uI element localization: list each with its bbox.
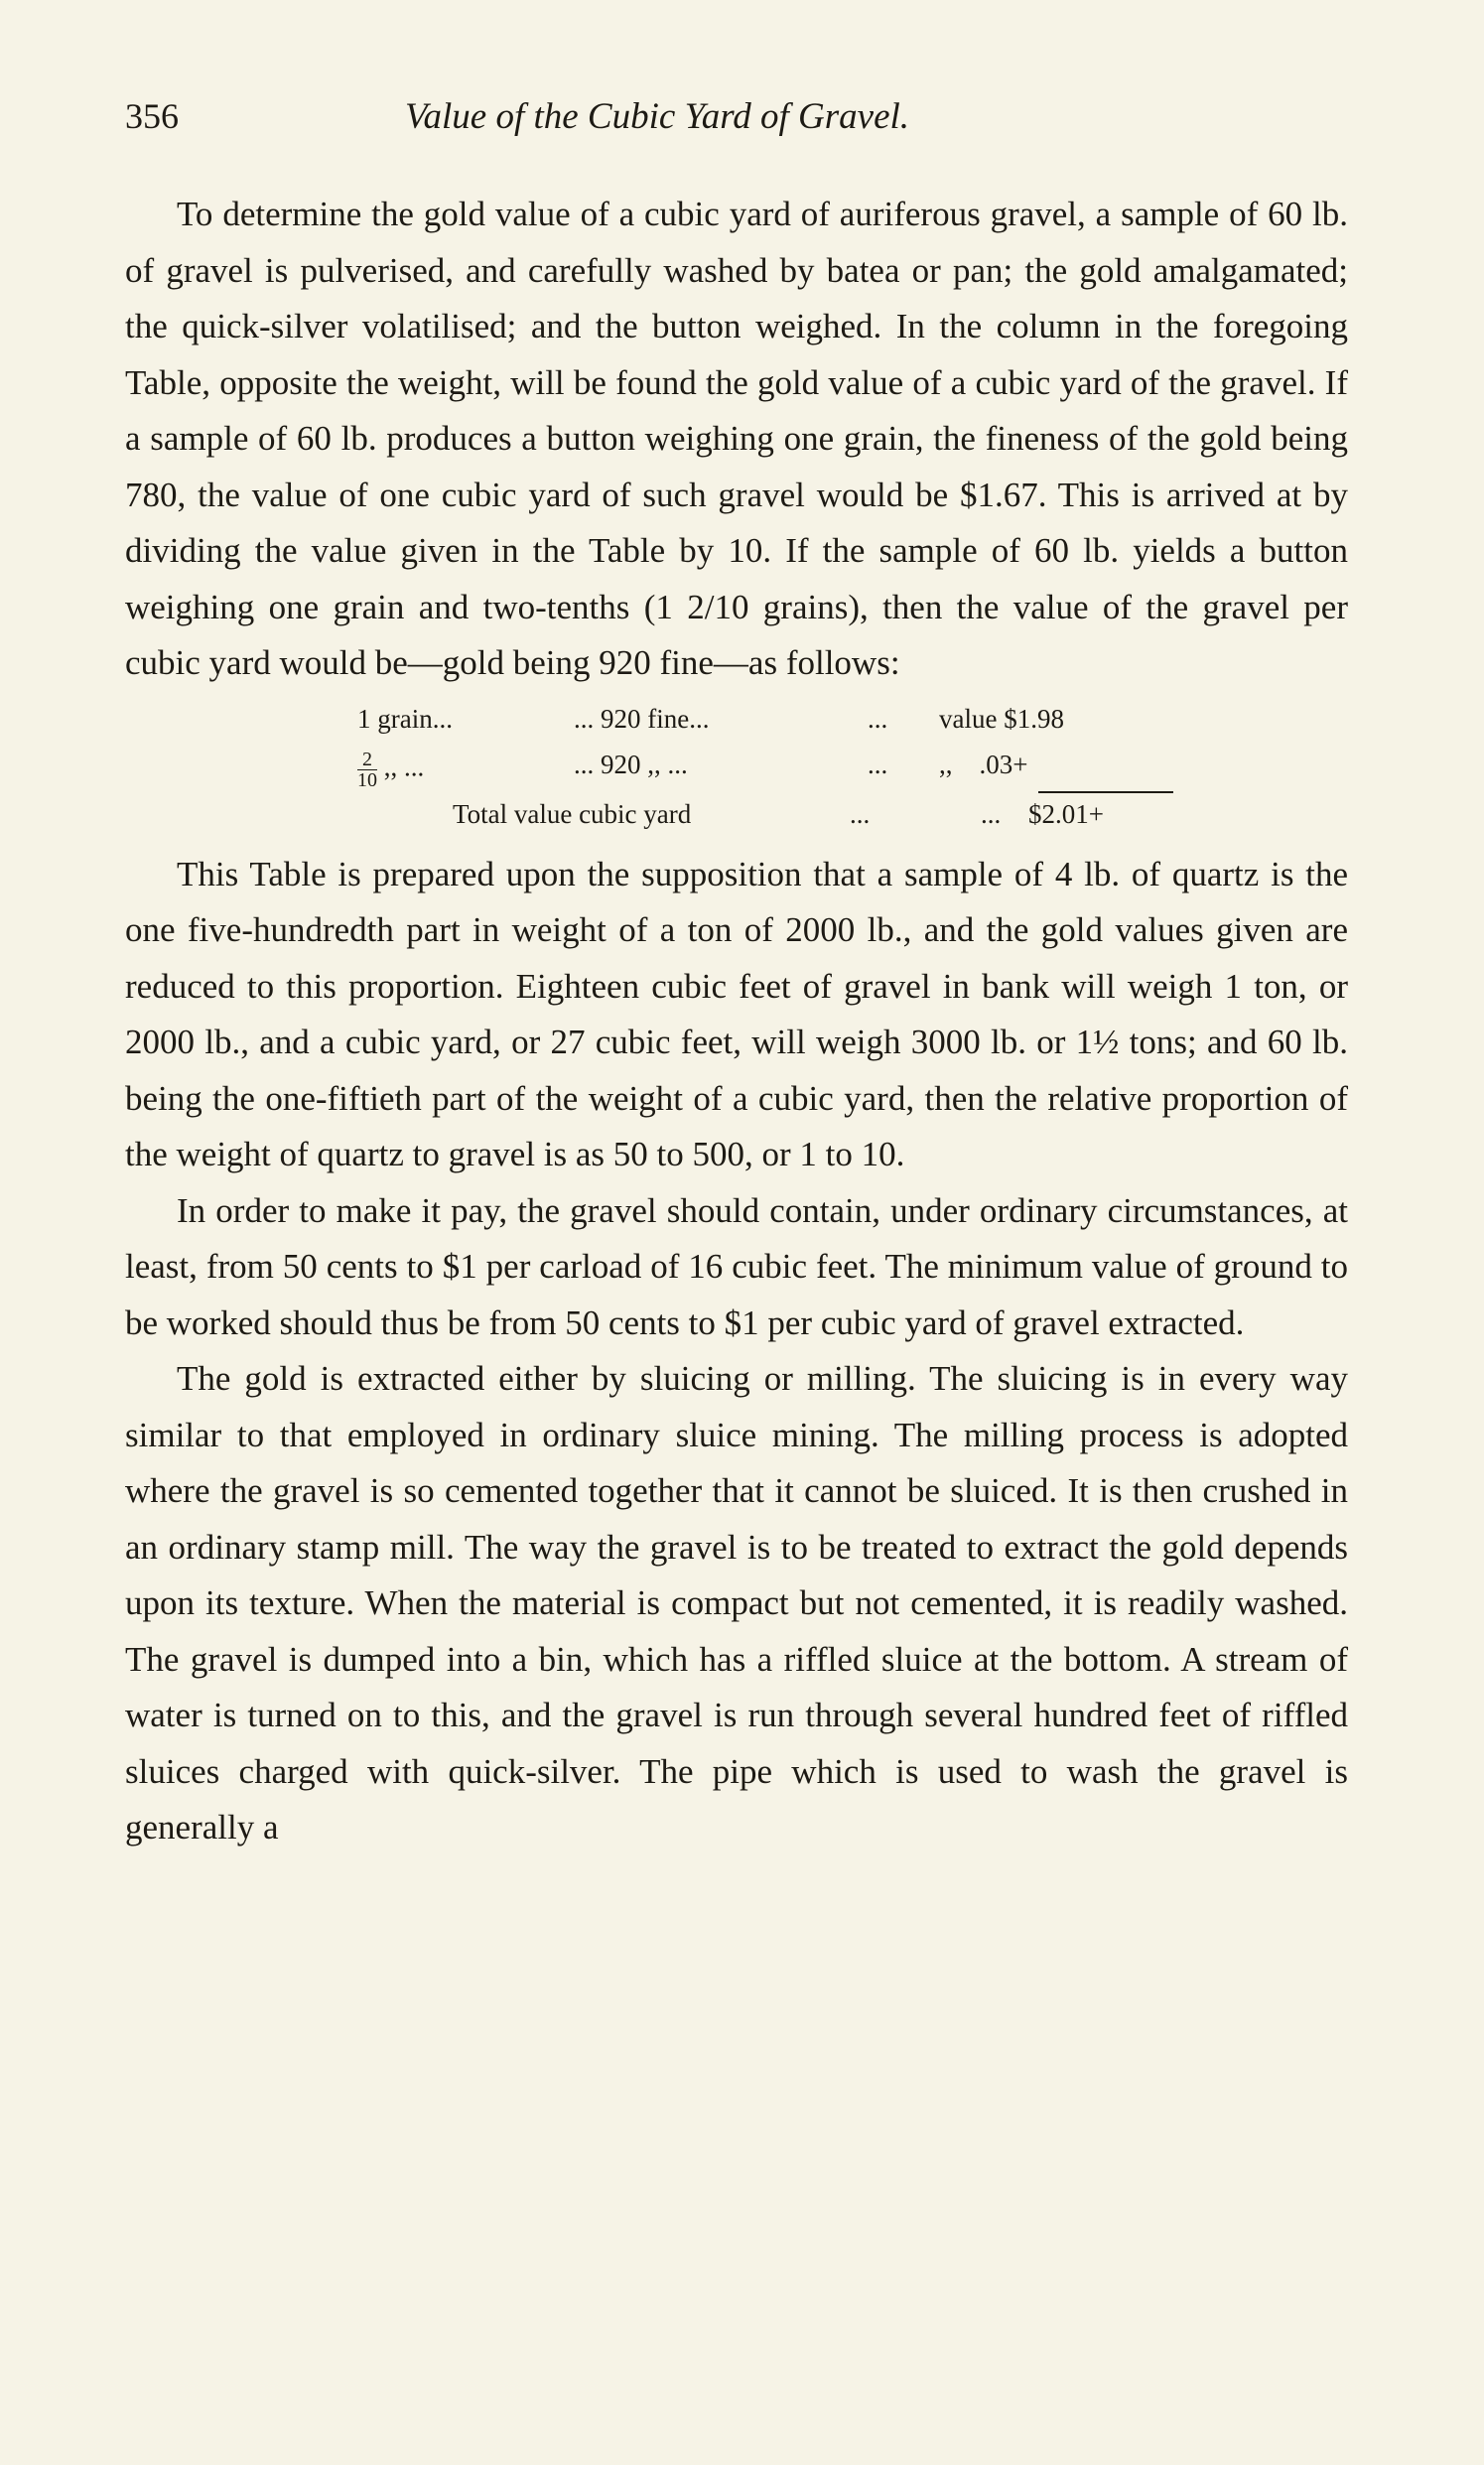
page-number: 356 [125, 96, 179, 136]
fraction-denominator: 10 [357, 768, 377, 791]
calc-value: ,, .03+ [939, 749, 1028, 779]
calc-dots: ... [868, 749, 888, 779]
calc-value: value $1.98 [939, 703, 1064, 734]
total-label: Total value cubic yard [453, 798, 692, 829]
running-head [125, 95, 1348, 145]
calc-total-row [125, 789, 1348, 839]
total-value: $2.01+ [1028, 798, 1104, 829]
running-title: Value of the Cubic Yard of Gravel. [405, 96, 910, 137]
body-text [125, 187, 1348, 1856]
total-dots: ... [981, 798, 1002, 829]
calc-weight [357, 750, 424, 790]
calc-weight-ditto: ,, ... [377, 752, 425, 782]
fraction [357, 750, 377, 790]
calc-fineness: ... 920 fine... [574, 703, 710, 734]
paragraph-minimum-value: In order to make it pay, the gravel should contain, under ordinary circumstances, at least, from 50 cents to $1 per carload of 16 cubic feet. The minimum value of ground to be worked should thus be from 50 cents to $1 per cubic yard of gravel extracted. [125, 1190, 1348, 1342]
total-dots: ... [850, 798, 871, 829]
sum-rule [1038, 791, 1173, 793]
calc-weight: 1 grain... [357, 703, 453, 734]
paragraph-table-supposition: This Table is prepared upon the supposition that a sample of 4 lb. of quartz is the one five-hundredth part in weight of a ton of 2000 lb., and the gold values given are reduced to this proportion. Eighteen cubic feet of gravel in bank will weigh 1 ton, or 2000 lb., and a cubic yard, or 27 cubic feet, will weigh 3000 lb. or 1½ tons; and 60 lb. being the one-fiftieth part of the weight of a cubic yard, then the relative proportion of the weight of quartz to gravel is as 50 to 500, or 1 to 10. [125, 854, 1348, 1173]
fraction-numerator: 2 [357, 750, 377, 770]
calc-row-one-grain [125, 698, 1348, 744]
calc-dots: ... [868, 703, 888, 734]
calculation-table [125, 698, 1348, 839]
calc-fineness: ... 920 ,, ... [574, 749, 688, 779]
paragraph-gold-value-method: To determine the gold value of a cubic yard of auriferous gravel, a sample of 60 lb. of gravel is pulverised, and carefully washed by batea or pan; the gold amalgamated; the quick-silver volatilised; and the button weighed. In the column in the foregoing Table, opposite the weight, will be found the gold value of a cubic yard of the gravel. If a sample of 60 lb. produces a button weighing one grain, the fineness of the gold being 780, the value of one cubic yard of such gravel would be $1.67. This is arrived at by dividing the value given in the Table by 10. If the sample of 60 lb. yields a button weighing one grain and two-tenths (1 2/10 grains), then the value of the gravel per cubic yard would be—gold being 920 fine—as follows: [125, 195, 1348, 682]
paragraph-extraction: The gold is extracted either by sluicing or milling. The sluicing is in every way similar to that employed in ordinary sluice mining. The milling process is adopted where the gravel is so cemented together that it cannot be sluiced. It is then crushed in an ordinary stamp mill. The way the gravel is to be treated to extract the gold depends upon its texture. When the material is compact but not cemented, it is readily washed. The gravel is dumped into a bin, which has a riffled sluice at the bottom. A stream of water is turned on to this, and the gravel is run through several hundred feet of riffled sluices charged with quick-silver. The pipe which is used to wash the gravel is generally a [125, 1359, 1348, 1847]
calc-row-two-tenths [125, 744, 1348, 789]
